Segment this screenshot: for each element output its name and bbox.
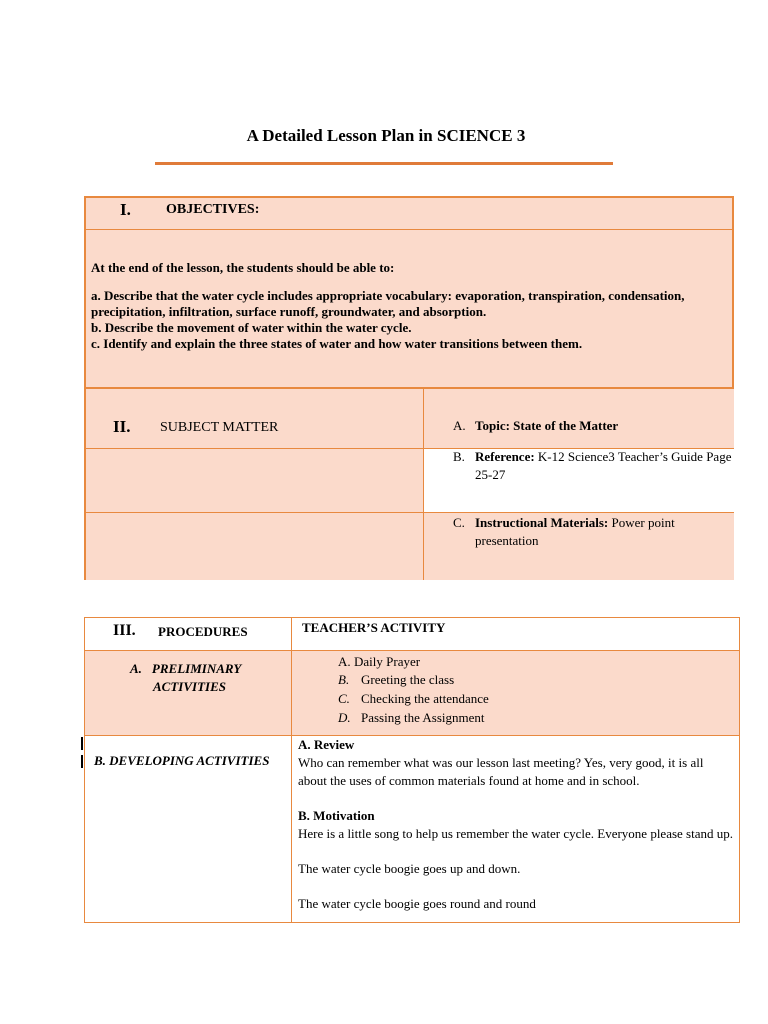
reference-value: K-12 Science3 Teacher’s Guide Page 25-27 <box>475 449 732 482</box>
subject-matter-header-cell <box>86 389 424 449</box>
preliminary-list-cell <box>292 651 739 736</box>
item-text: Greeting the class <box>361 672 455 687</box>
preliminary-letter: A. <box>130 661 142 676</box>
developing-label: B. DEVELOPING ACTIVITIES <box>94 753 270 768</box>
procedures-table <box>84 617 740 923</box>
text-cursor-mark <box>81 755 83 768</box>
item-letter: D. <box>338 710 351 725</box>
procedures-numeral: III. <box>113 622 136 639</box>
song-line: The water cycle boogie goes round and round <box>298 896 536 911</box>
objectives-section <box>84 196 734 388</box>
subject-matter-numeral: II. <box>113 417 131 436</box>
objective-item: a. Describe that the water cycle includes appropriate vocabulary: evaporation, transpiration, condensation, precipitation, infiltration, surface runoff, groundwater, and absorption. <box>91 288 685 319</box>
item-letter: B. <box>453 449 465 464</box>
developing-content-cell <box>292 736 739 922</box>
subject-matter-label: SUBJECT MATTER <box>160 420 279 435</box>
preliminary-cell <box>85 651 292 736</box>
preliminary-line2: ACTIVITIES <box>153 679 226 694</box>
review-text: Who can remember what was our lesson last meeting? Yes, very good, it is all about the uses of common materials found at home and in school. <box>298 755 704 788</box>
procedures-header-cell <box>85 618 292 651</box>
item-text: Daily Prayer <box>354 654 421 669</box>
objectives-header <box>86 198 732 230</box>
review-heading: A. Review <box>298 737 355 752</box>
objectives-label: OBJECTIVES: <box>166 202 260 217</box>
teacher-activity-header-cell <box>292 618 739 651</box>
reference-cell <box>424 449 734 513</box>
empty-cell <box>86 513 424 580</box>
materials-value: Power point presentation <box>475 515 675 548</box>
procedures-label: PROCEDURES <box>158 624 248 639</box>
materials-cell <box>424 513 734 580</box>
developing-content <box>298 736 734 913</box>
page-title: A Detailed Lesson Plan in SCIENCE 3 <box>246 126 526 145</box>
objectives-body <box>86 230 732 352</box>
reference-item <box>453 448 735 484</box>
item-text: Checking the attendance <box>361 691 489 706</box>
topic-item <box>453 417 735 435</box>
item-letter: A. <box>453 418 466 433</box>
item-letter: B. <box>338 672 350 687</box>
objectives-numeral: I. <box>120 200 131 219</box>
preliminary-label <box>130 660 241 696</box>
topic-label: Topic: State of the Matter <box>475 418 619 433</box>
preliminary-line1: PRELIMINARY <box>151 661 242 676</box>
song-line: The water cycle boogie goes up and down. <box>298 861 521 876</box>
subject-matter-section <box>84 387 734 580</box>
materials-label: Instructional Materials: <box>475 515 609 530</box>
item-letter: A. <box>338 654 351 669</box>
item-letter: C. <box>453 515 465 530</box>
item-text: Passing the Assignment <box>361 710 485 725</box>
reference-label: Reference: <box>475 449 535 464</box>
item-letter: C. <box>338 691 350 706</box>
materials-item <box>453 514 735 550</box>
title-underline <box>155 162 613 165</box>
objective-item: c. Identify and explain the three states of water and how water transitions between them. <box>91 336 583 351</box>
developing-cell <box>85 736 292 922</box>
motivation-text: Here is a little song to help us remember the water cycle. Everyone please stand up. <box>298 826 733 841</box>
teacher-activity-label: TEACHER’S ACTIVITY <box>302 620 446 635</box>
objectives-intro: At the end of the lesson, the students should be able to: <box>91 260 395 275</box>
objective-item: b. Describe the movement of water within the water cycle. <box>91 320 412 335</box>
topic-cell <box>424 389 734 449</box>
motivation-heading: B. Motivation <box>298 808 375 823</box>
text-cursor-mark <box>81 737 83 750</box>
empty-cell <box>86 449 424 513</box>
